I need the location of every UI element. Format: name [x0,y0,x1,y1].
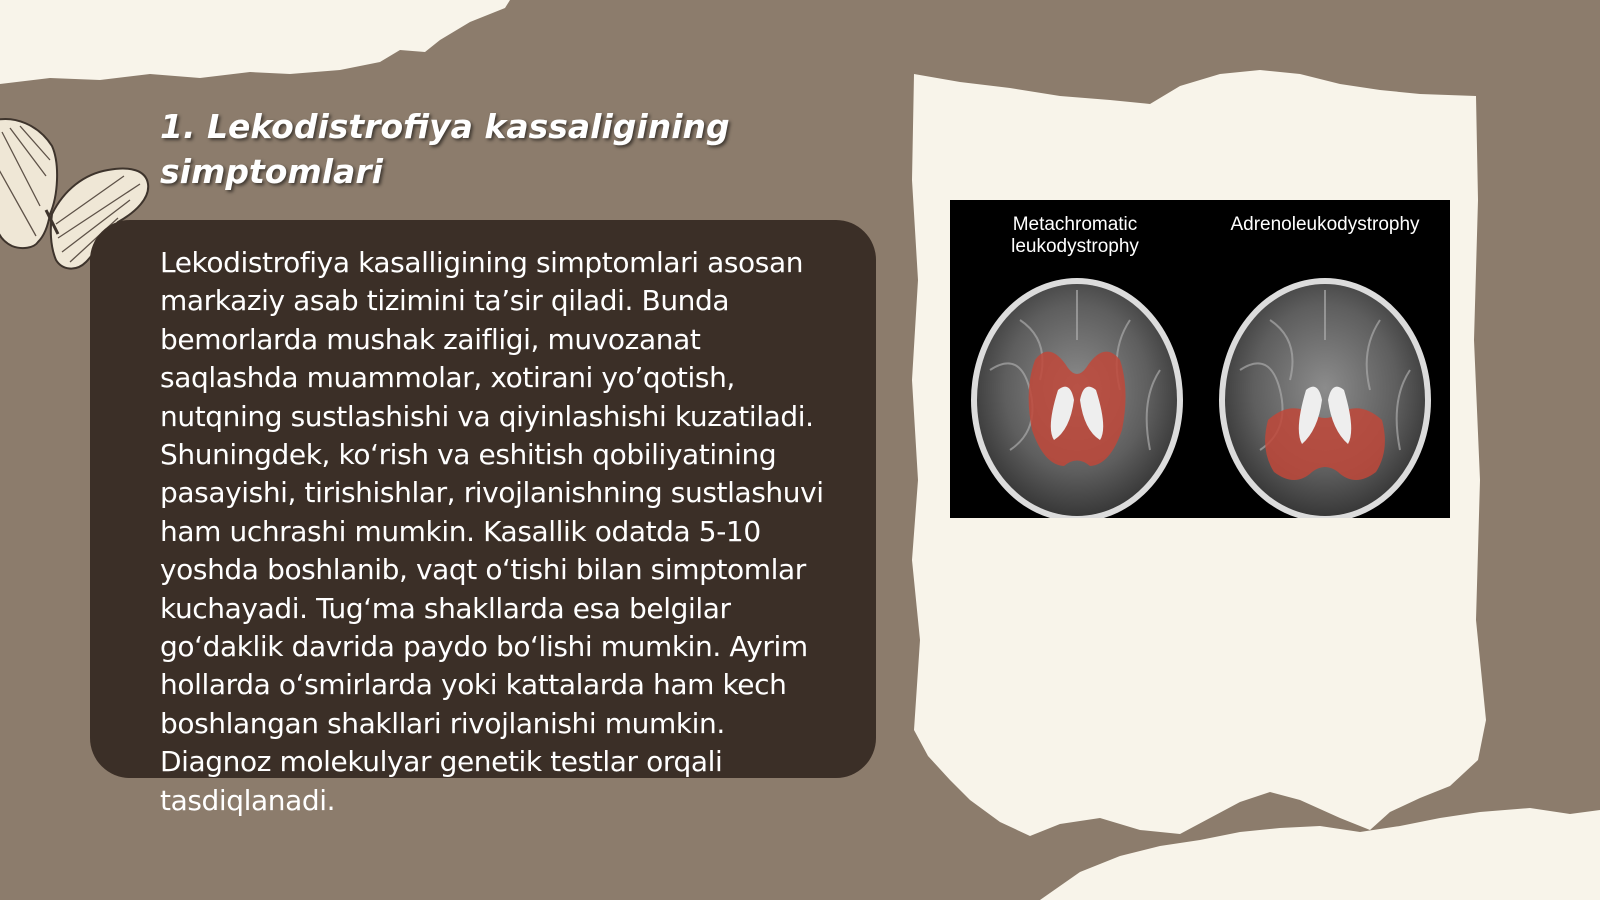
slide-title: 1. Lekodistrofiya kassaligining simptomlari [160,107,730,191]
mri-figure [950,200,1450,518]
brain-scan-left [971,278,1183,518]
brain-scan-right [1219,278,1431,518]
body-text: Lekodistrofiya kasalligining simptomlari asosan markaziy asab tizimini ta’sir qiladi. Bunda bemorlarda mushak zaifligi, muvozanat saqlashda muammolar, xotirani yo’qotish, nutqning sustlashishi va qiyinlashishi kuzatiladi. Shuningdek, ko‘rish va eshitish qobiliyatining pasayishi, tirishishlar, rivojlanishning sustlashuvi ham uchrashi mumkin. Kasallik odatda 5-10 yoshda boshlanib, vaqt o‘tishi bilan simptomlar kuchayadi. Tug‘ma shakllarda esa belgilar go‘daklik davrida paydo bo‘lishi mumkin. Ayrim hollarda o‘smirlarda yoki kattalarda ham kech boshlangan shakllari rivojlanishi mumkin. Diagnoz molekulyar genetik testlar orqali tasdiqlanadi. [160,246,824,817]
mri-label-right: Adrenoleukodystrophy [1230,214,1420,235]
torn-paper-top [0,0,510,84]
mri-label-left: Metachromatic leukodystrophy [1011,214,1139,257]
